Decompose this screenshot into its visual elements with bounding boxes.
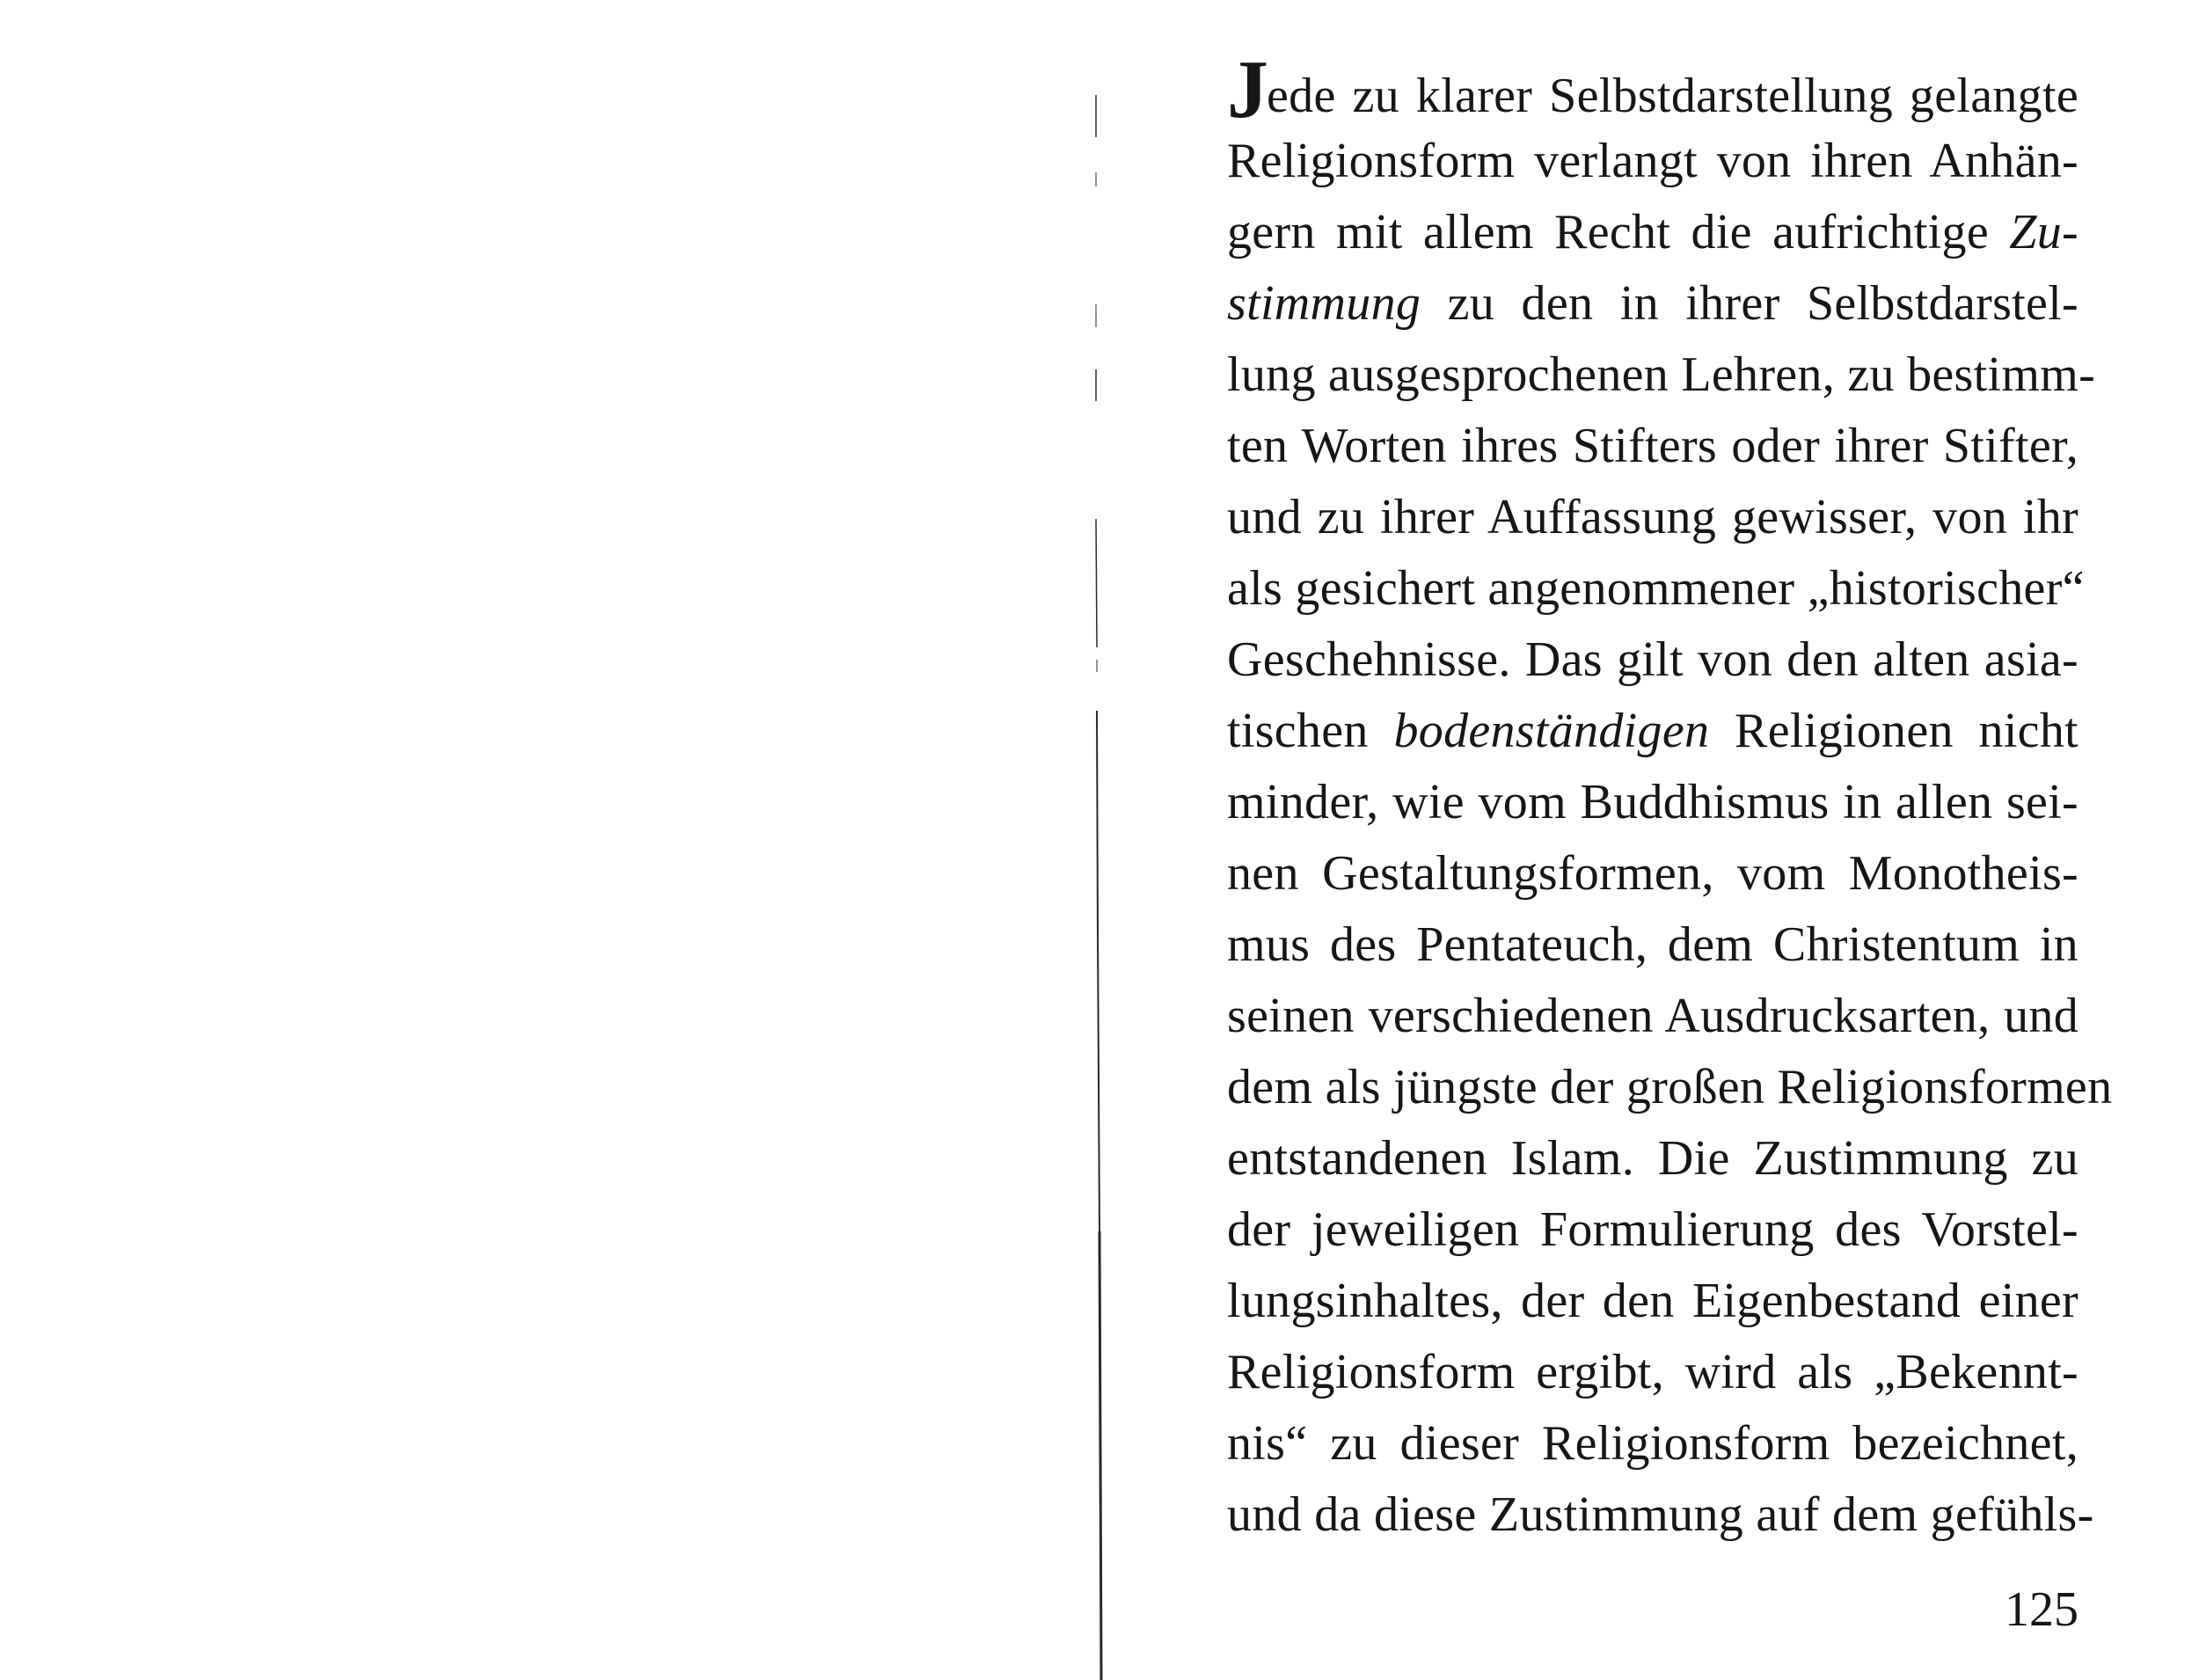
text-line-21: und da diese Zustimmung auf dem gefühls- — [1227, 1487, 2094, 1542]
text-line-20: nis“ zu dieser Religionsform bezeichnet, — [1227, 1416, 2078, 1471]
body-text — [1227, 44, 2113, 1551]
text-line-6: ten Worten ihres Stifters oder ihrer Stifter, — [1227, 419, 2078, 473]
page-number: 125 — [2005, 1582, 2078, 1637]
text-line-18: lungsinhaltes, der den Eigenbestand einer — [1227, 1274, 2078, 1328]
text-line-5: lung ausgesprochenen Lehren, zu bestimm- — [1227, 347, 2096, 402]
drop-cap: J — [1227, 44, 1267, 135]
text-line-2: Religionsform verlangt von ihren Anhän- — [1227, 134, 2078, 188]
text-line-11: minder, wie vom Buddhismus in allen sei- — [1227, 775, 2078, 829]
text-line-9: Geschehnisse. Das gilt von den alten asia- — [1227, 632, 2078, 687]
text-line-16: entstandenen Islam. Die Zustimmung zu — [1227, 1131, 2078, 1186]
text-line-4: stimmung zu den in ihrer Selbstdarstel- — [1227, 276, 2078, 331]
text-line-10: tischen bodenständigen Religionen nicht — [1227, 704, 2078, 758]
emphasis-text: stimmung — [1227, 276, 1421, 331]
text-line-19: Religionsform ergibt, wird als „Bekennt- — [1227, 1345, 2078, 1399]
text-line-13: mus des Pentateuch, dem Christentum in — [1227, 917, 2078, 972]
emphasis-text: Zu- — [2009, 205, 2078, 259]
emphasis-text: bodenständigen — [1393, 704, 1710, 758]
text-line-1: Jede zu klarer Selbstdarstellung gelangte — [1227, 44, 2078, 135]
text-line-7: und zu ihrer Auffassung gewisser, von ihr — [1227, 490, 2078, 544]
text-line-8: als gesichert angenommener „historischer“ — [1227, 561, 2085, 616]
text-line-15: dem als jüngste der großen Religionsformen — [1227, 1060, 2113, 1114]
text-line-12: nen Gestaltungsformen, vom Monotheis- — [1227, 846, 2078, 901]
text-line-3: gern mit allem Recht die aufrichtige Zu- — [1227, 205, 2078, 259]
text-line-14: seinen verschiedenen Ausdrucksarten, und — [1227, 989, 2078, 1043]
text-line-17: der jeweiligen Formulierung des Vorstel- — [1227, 1202, 2078, 1257]
